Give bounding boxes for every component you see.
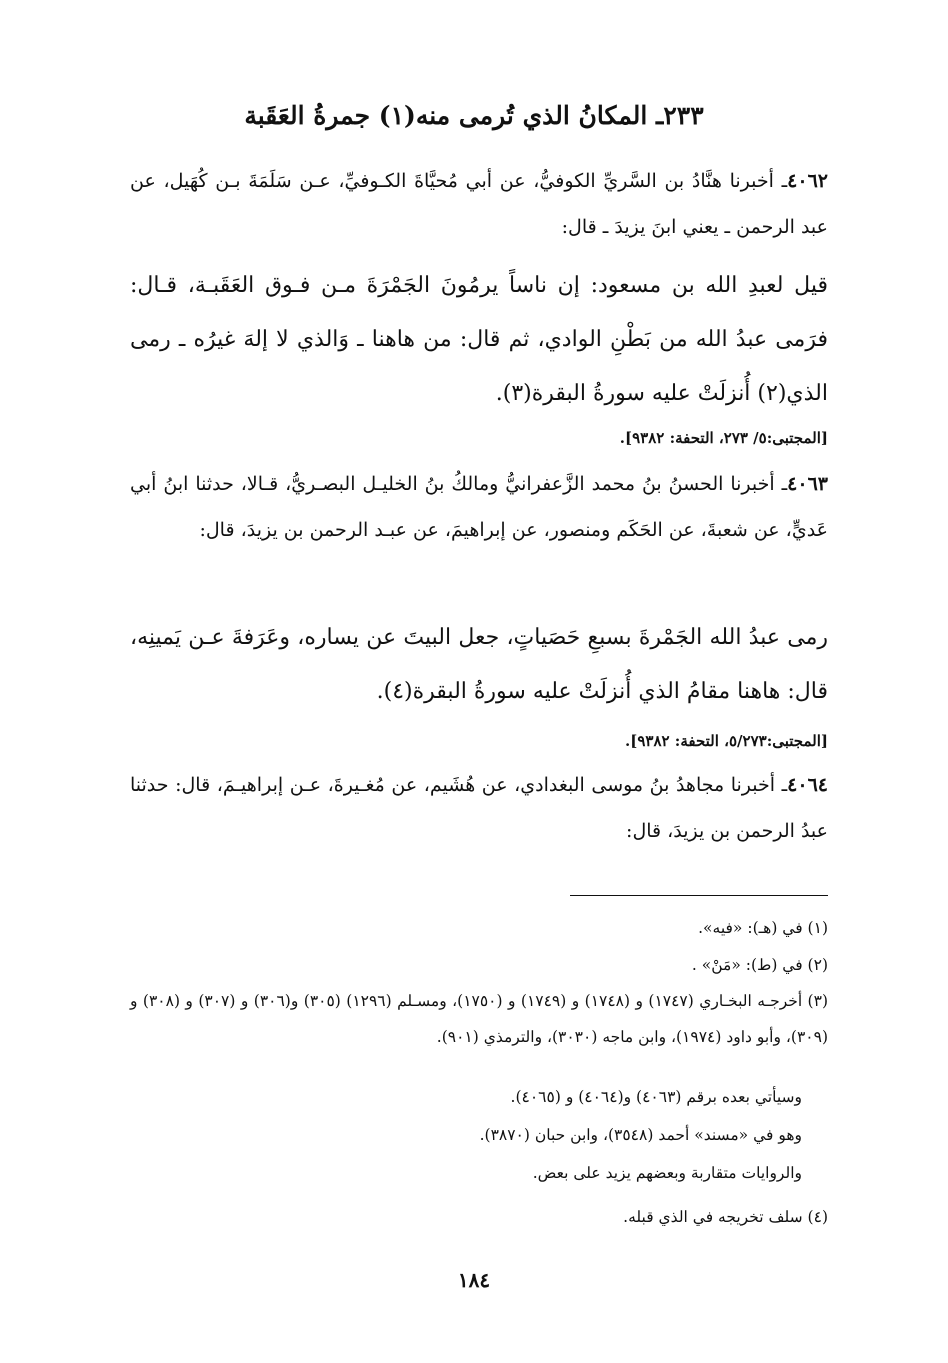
hadith-4064-isnad: [130, 762, 828, 854]
hadith-4063-reference: [المجتبى:٥/٢٧٣، التحفة: ٩٣٨٢].: [625, 732, 828, 750]
hadith-number: ٤٠٦٣: [787, 473, 828, 495]
footnote-1: (١) في (هـ): «فيه».: [698, 919, 828, 937]
footnote-3: (٣) أخرجـه البخـاري (١٧٤٧) و (١٧٤٨) و (١٧٤٩) و (١٧٥٠)، ومسـلم (١٢٩٦) (٣٠٥) و(٣٠٦) و (٣٠٧) و (٣٠٨) و (٣٠٩)، وأبو داود (١٩٧٤)، وابن ماجه (٣٠٣٠)، والترمذي (٩٠١).: [130, 992, 828, 1046]
footnote-3-continuation: وهو في «مسند» أحمد (٣٥٤٨)، وابن حبان (٣٨٧٠).: [479, 1126, 802, 1144]
footnote-separator: [570, 895, 828, 896]
footnote-4: (٤) سلف تخريجه في الذي قبله.: [623, 1208, 828, 1226]
footnote-2: (٢) في (ط): «مَنْ» .: [691, 956, 828, 974]
hadith-4062-reference: [المجتبى:٥/ ٢٧٣، التحفة: ٩٣٨٢].: [619, 429, 828, 447]
hadith-4062-matn: قيل لعبدِ الله بن مسعود: إن ناساً يرمُونَ الجَمْرَةَ مـن فـوق العَقَبـة، قـال: فرَمى عبدُ الله من بَطْنِ الوادي، ثم قال: من هاهنا ـ وَالذي لا إلهَ غيرُه ـ رمى الذي(٢) أُنزلَتْ عليه سورةُ البقرة(٣).: [130, 273, 828, 406]
hadith-isnad-text: ـ أخبرنا هنَّادُ بن السَّريِّ الكوفيُّ، عن أبي مُحيَّاةَ الكـوفيِّ، عـن سَلَمَةَ بـن كُهَيل، عن عبد الرحمن ـ يعني ابنَ يزيدَ ـ قال:: [130, 170, 828, 238]
hadith-4063-matn: رمى عبدُ الله الجَمْرةَ بسبعِ حَصَياتٍ، جعل البيتَ عن يساره، وعَرَفةَ عـن يَمينِه، قال: هاهنا مقامُ الذي أُنزلَتْ عليه سورةُ البقرة(٤).: [130, 625, 828, 704]
chapter-title: ٢٣٣ـ المكانُ الذي تُرمى منه(١) جمرةُ العَقَبة: [244, 101, 704, 130]
page-number: ١٨٤: [457, 1268, 491, 1292]
hadith-number: ٤٠٦٢: [787, 170, 828, 192]
footnote-3-continuation: والروايات متقاربة وبعضهم يزيد على بعض.: [532, 1164, 802, 1182]
footnote-3-continuation: وسيأتي بعده برقم (٤٠٦٣) و(٤٠٦٤) و (٤٠٦٥).: [510, 1088, 802, 1106]
hadith-isnad-text: ـ أخبرنا مجاهدُ بنُ موسى البغدادي، عن هُشَيم، عن مُغـيرةَ، عـن إبراهيـمَ، قال: حدثنا عبدُ الرحمن بن يزيدَ، قال:: [130, 774, 828, 842]
hadith-4062-isnad: [130, 158, 828, 250]
hadith-isnad-text: ـ أخبرنا الحسنُ بنُ محمد الزَّعفرانيُّ ومالكُ بنُ الخليـل البصـريُّ، قـالا، حدثنا ابنُ أبي عَديٍّ، عن شعبةَ، عن الحَكَم ومنصور، عن إبراهيمَ، عن عبـد الرحمن بن يزيدَ، قال:: [130, 473, 828, 541]
hadith-4063-isnad: [130, 461, 828, 553]
hadith-number: ٤٠٦٤: [787, 774, 828, 796]
